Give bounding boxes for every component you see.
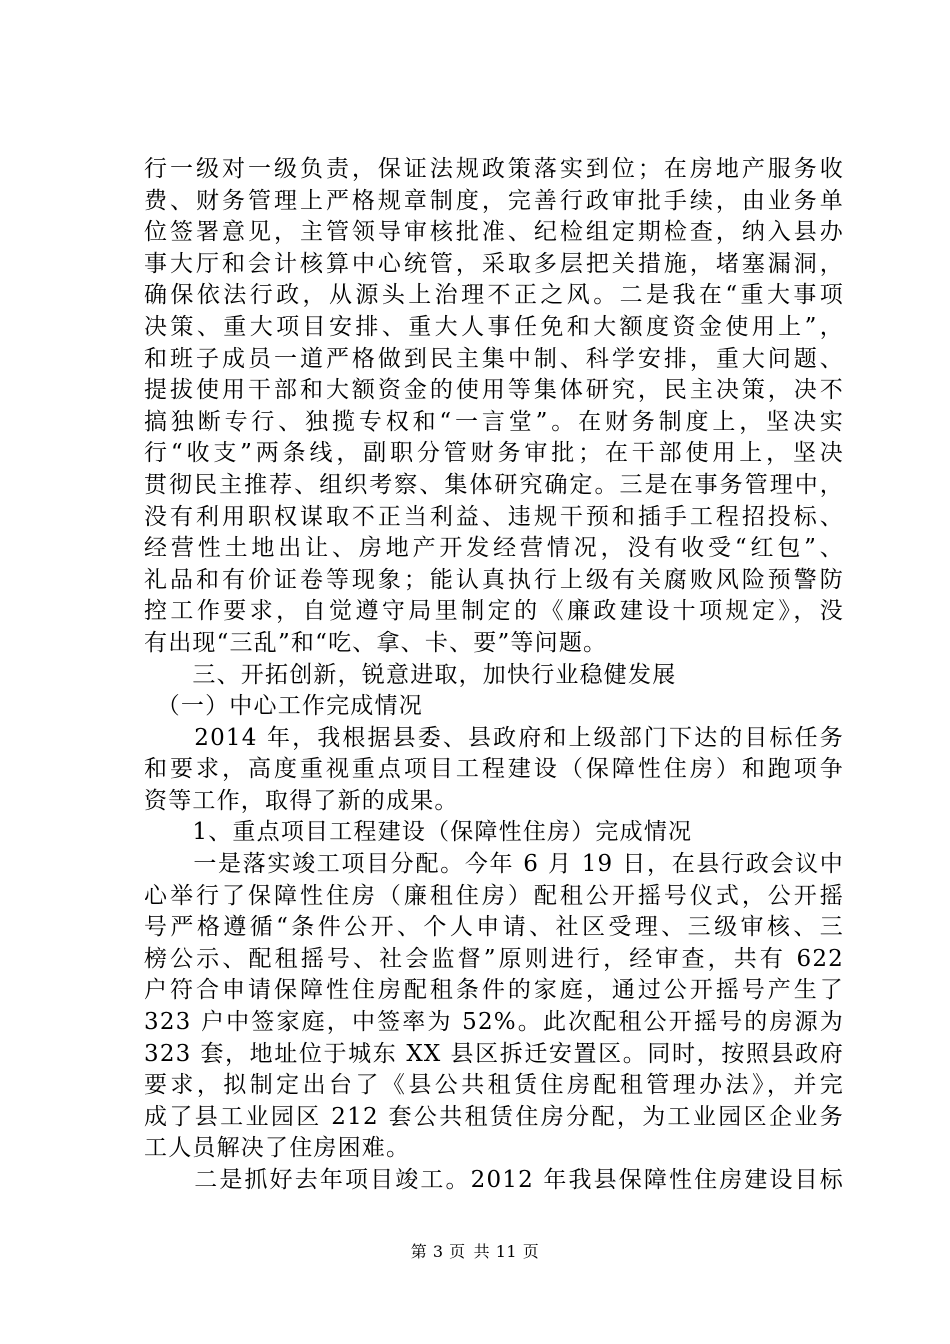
body-text — [144, 154, 844, 1197]
text-line: 费、财务管理上严格规章制度，完善行政审批手续，由业务单 — [144, 187, 844, 214]
text-line: 资等工作，取得了新的成果。 — [144, 787, 459, 814]
text-line: 1、重点项目工程建设（保障性住房）完成情况 — [144, 819, 693, 846]
text-line: 二是抓好去年项目竣工。2012 年我县保障性住房建设目标 — [144, 1167, 844, 1193]
text-line: 没有利用职权谋取不正当利益、违规干预和插手工程招投标、 — [144, 503, 844, 530]
text-line: 经营性土地出让、房地产开发经营情况，没有收受“红包”、 — [144, 535, 844, 562]
text-line: 礼品和有价证卷等现象；能认真执行上级有关腐败风险预警防 — [144, 566, 844, 593]
text-line: 三、开拓创新，锐意进取，加快行业稳健发展 — [144, 661, 677, 688]
page-number: 第 3 页 — [410, 1242, 466, 1261]
text-line: 心举行了保障性住房（廉租住房）配租公开摇号仪式，公开摇 — [144, 882, 844, 909]
text-line: 户符合申请保障性住房配租条件的家庭，通过公开摇号产生了 — [144, 977, 844, 1004]
text-line: 位签署意见，主管领导审核批准、纪检组定期检查，纳入县办 — [144, 219, 844, 246]
text-line: 323 套，地址位于城东 XX 县区拆迁安置区。同时，按照县政府 — [144, 1040, 844, 1067]
text-line: 贯彻民主推荐、组织考察、集体研究确定。三是在事务管理中， — [144, 471, 844, 498]
text-line: 提拔使用干部和大额资金的使用等集体研究，民主决策，决不 — [144, 377, 844, 404]
text-line: 决策、重大项目安排、重大人事任免和大额度资金使用上”， — [144, 313, 844, 340]
text-line: 控工作要求，自觉遵守局里制定的《廉政建设十项规定》，没 — [144, 598, 844, 625]
text-line: 事大厅和会计核算中心统管，采取多层把关措施，堵塞漏洞， — [144, 250, 844, 277]
text-line: 和要求，高度重视重点项目工程建设（保障性住房）和跑项争 — [144, 756, 844, 783]
text-line: 搞独断专行、独揽专权和“一言堂”。在财务制度上，坚决实 — [144, 408, 844, 435]
text-line: 行一级对一级负责，保证法规政策落实到位；在房地产服务收 — [144, 156, 844, 182]
page-footer — [0, 1241, 950, 1263]
page-total: 共 11 页 — [473, 1242, 540, 1261]
text-line: 榜公示、配租摇号、社会监督”原则进行，经审查，共有 622 — [144, 945, 844, 972]
text-line: 要求，拟制定出台了《县公共租赁住房配租管理办法》，并完 — [144, 1072, 844, 1099]
text-line: 和班子成员一道严格做到民主集中制、科学安排，重大问题、 — [144, 345, 844, 372]
text-line: 确保依法行政，从源头上治理不正之风。二是我在“重大事项 — [144, 282, 844, 309]
text-line: 工人员解决了住房困难。 — [144, 1135, 411, 1162]
text-line: 成了县工业园区 212 套公共租赁住房分配，为工业园区企业务 — [144, 1103, 844, 1130]
text-line: （一）中心工作完成情况 — [144, 693, 423, 720]
text-line: 号严格遵循“条件公开、个人申请、社区受理、三级审核、三 — [144, 914, 844, 941]
text-line: 行“收支”两条线，副职分管财务审批；在干部使用上，坚决 — [144, 440, 844, 467]
text-line: 323 户中签家庭，中签率为 52%。此次配租公开摇号的房源为 — [144, 1009, 844, 1036]
text-line: 一是落实竣工项目分配。今年 6 月 19 日，在县行政会议中 — [144, 851, 844, 878]
text-line: 有出现“三乱”和“吃、拿、卡、要”等问题。 — [144, 629, 608, 656]
text-line: 2014 年，我根据县委、县政府和上级部门下达的目标任务 — [144, 724, 844, 751]
